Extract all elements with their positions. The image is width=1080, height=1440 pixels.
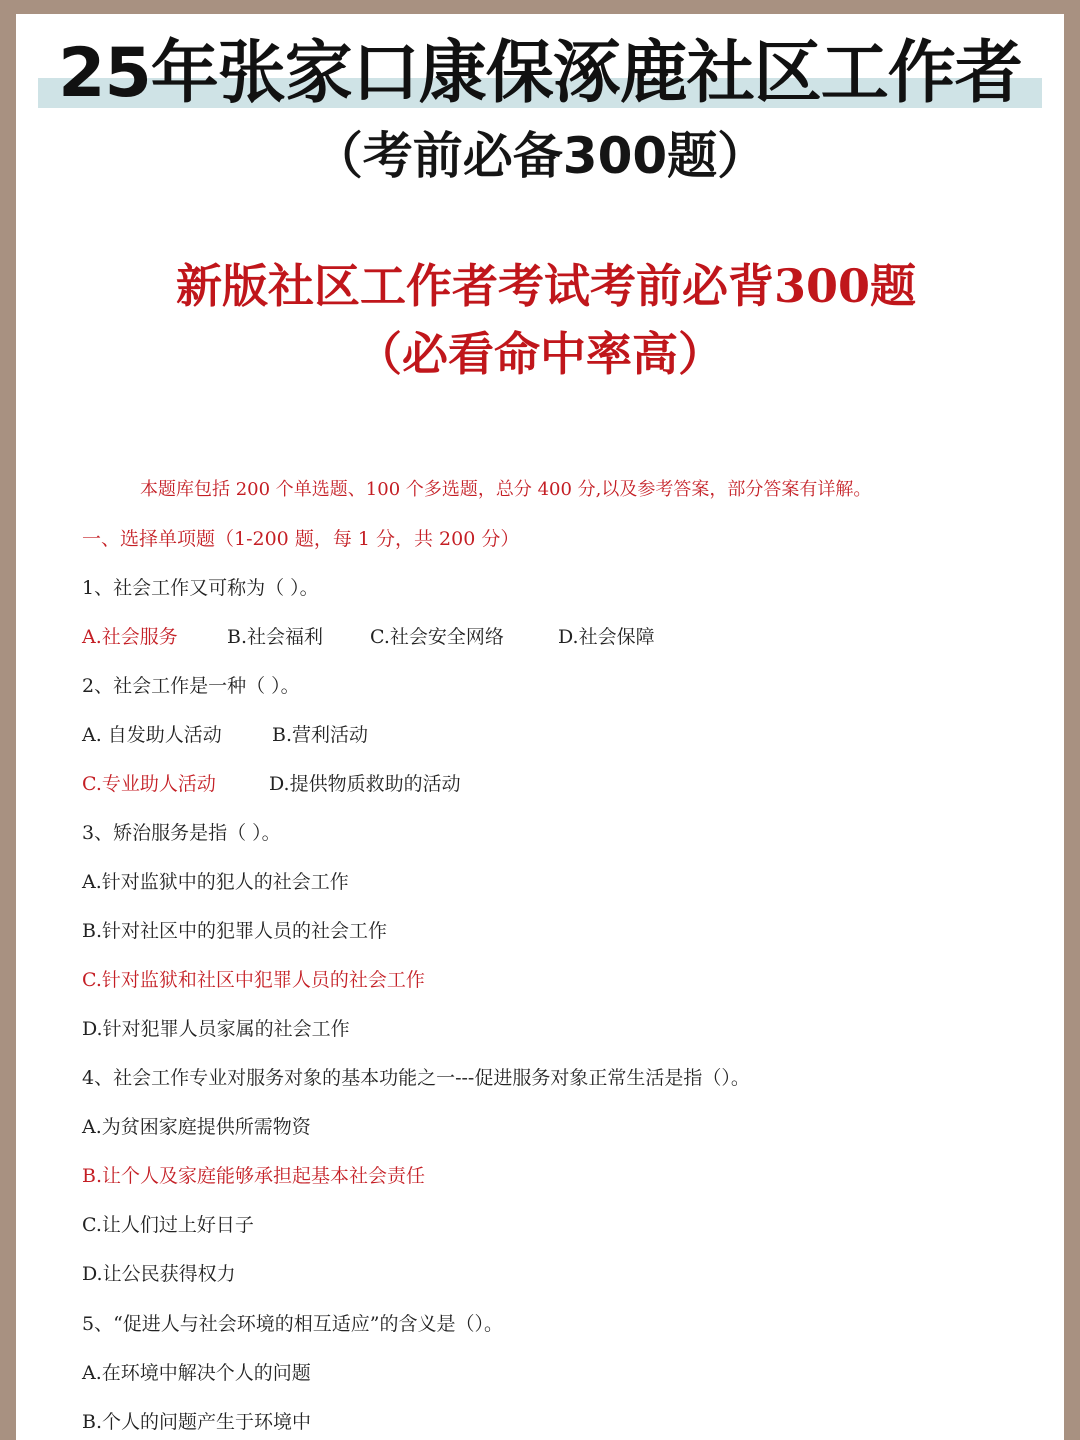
banner-heading: 新版社区工作者考试考前必背300题	[175, 259, 917, 313]
question-3-option-a: A.针对监狱中的犯人的社会工作	[82, 871, 349, 893]
question-2-options-ab	[82, 721, 368, 749]
question-1-option-b: B.社会福利	[227, 626, 324, 648]
document-page	[16, 14, 1064, 1440]
question-3-stem: 3、矫治服务是指（ ）。	[82, 822, 281, 844]
question-4-option-a: A.为贫困家庭提供所需物资	[82, 1116, 311, 1138]
section-title: 一、选择单项题（1-200 题，每 1 分，共 200 分）	[82, 528, 520, 550]
question-1-stem: 1、社会工作又可称为（ ）。	[82, 577, 319, 599]
question-4-stem: 4、社会工作专业对服务对象的基本功能之一---促进服务对象正常生活是指（）。	[82, 1067, 750, 1089]
question-2-option-c: C.专业助人活动	[82, 773, 216, 795]
banner-subheading: （必看命中率高）	[356, 327, 724, 381]
intro-text: 本题库包括 200 个单选题、100 个多选题，总分 400 分,以及参考答案，部分答案有详解。	[140, 479, 872, 500]
question-1-option-d: D.社会保障	[558, 626, 655, 648]
question-2-options-cd	[82, 770, 461, 798]
question-1-option-a: A.社会服务	[82, 626, 178, 648]
question-4-option-b: B.让个人及家庭能够承担起基本社会责任	[82, 1165, 426, 1187]
question-1-option-c: C.社会安全网络	[370, 626, 504, 648]
question-5-option-a: A.在环境中解决个人的问题	[82, 1362, 311, 1384]
question-2-stem: 2、社会工作是一种（ ）。	[82, 675, 300, 697]
page-title: 25年张家口康保涿鹿社区工作者	[58, 34, 1022, 113]
question-3-option-d: D.针对犯罪人员家属的社会工作	[82, 1018, 350, 1040]
question-5-stem: 5、“促进人与社会环境的相互适应”的含义是（）。	[82, 1313, 504, 1335]
question-4-option-d: D.让公民获得权力	[82, 1263, 236, 1285]
question-4-option-c: C.让人们过上好日子	[82, 1214, 254, 1236]
question-2-option-a: A. 自发助人活动	[82, 724, 222, 746]
question-3-option-b: B.针对社区中的犯罪人员的社会工作	[82, 920, 388, 942]
question-1-options	[82, 623, 655, 651]
question-2-option-d: D.提供物质救助的活动	[269, 773, 461, 795]
question-3-option-c: C.针对监狱和社区中犯罪人员的社会工作	[82, 969, 425, 991]
question-2-option-b: B.营利活动	[272, 724, 369, 746]
page-subtitle: （考前必备300题）	[312, 127, 768, 185]
question-5-option-b: B.个人的问题产生于环境中	[82, 1411, 312, 1433]
